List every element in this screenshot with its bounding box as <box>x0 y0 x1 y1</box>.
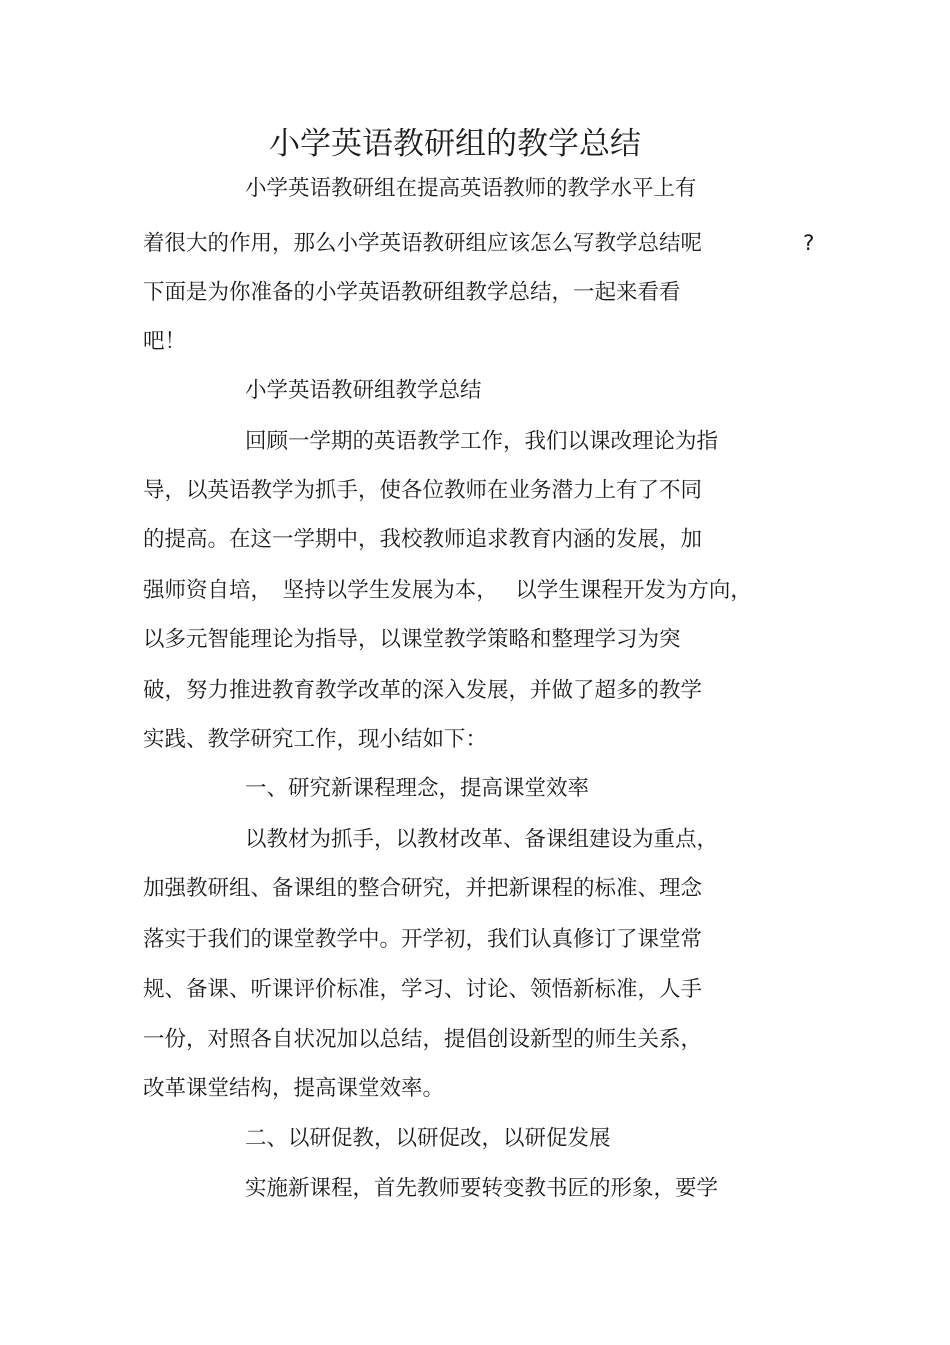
intro-line: 吧！ <box>143 329 187 354</box>
document-subtitle: 小学英语教研组教学总结 <box>245 378 482 403</box>
section-heading: 一、研究新课程理念，提高课堂效率 <box>245 776 590 801</box>
intro-line: 着很大的作用，那么小学英语教研组应该怎么写教学总结呢 <box>143 231 703 256</box>
section-heading: 二、以研促教，以研促改，以研促发展 <box>245 1126 611 1151</box>
paragraph-line: 以教材为抓手，以教材改革、备课组建设为重点， <box>245 827 719 852</box>
paragraph-line: 改革课堂结构，提高课堂效率。 <box>143 1076 445 1101</box>
document-title: 小学英语教研组的教学总结 <box>269 126 641 162</box>
paragraph-line: 的提高。在这一学期中，我校教师追求教育内涵的发展，加 <box>143 527 703 552</box>
paragraph-line: 实践、教学研究工作，现小结如下： <box>143 727 488 752</box>
paragraph-line: 强师资自培， 坚持以学生发展为本， 以学生课程开发为方向， <box>143 578 752 603</box>
intro-line: 小学英语教研组在提高英语教师的教学水平上有 <box>245 176 697 201</box>
paragraph-line: 实施新课程，首先教师要转变教书匠的形象，要学 <box>245 1176 719 1201</box>
paragraph-line: 破，努力推进教育教学改革的深入发展，并做了超多的教学 <box>143 678 703 703</box>
paragraph-line: 一份，对照各自状况加以总结，提倡创设新型的师生关系， <box>143 1027 703 1052</box>
paragraph-line: 回顾一学期的英语教学工作，我们以课改理论为指 <box>245 429 719 454</box>
paragraph-line: 导，以英语教学为抓手，使各位教师在业务潜力上有了不同 <box>143 478 703 503</box>
intro-question-mark: ? <box>803 231 815 256</box>
paragraph-line: 落实于我们的课堂教学中。开学初，我们认真修订了课堂常 <box>143 927 703 952</box>
paragraph-line: 规、备课、听课评价标准，学习、讨论、领悟新标准，人手 <box>143 977 703 1002</box>
paragraph-line: 以多元智能理论为指导，以课堂教学策略和整理学习为突 <box>143 627 681 652</box>
intro-line: 下面是为你准备的小学英语教研组教学总结，一起来看看 <box>143 280 681 305</box>
paragraph-line: 加强教研组、备课组的整合研究，并把新课程的标准、理念 <box>143 876 703 901</box>
